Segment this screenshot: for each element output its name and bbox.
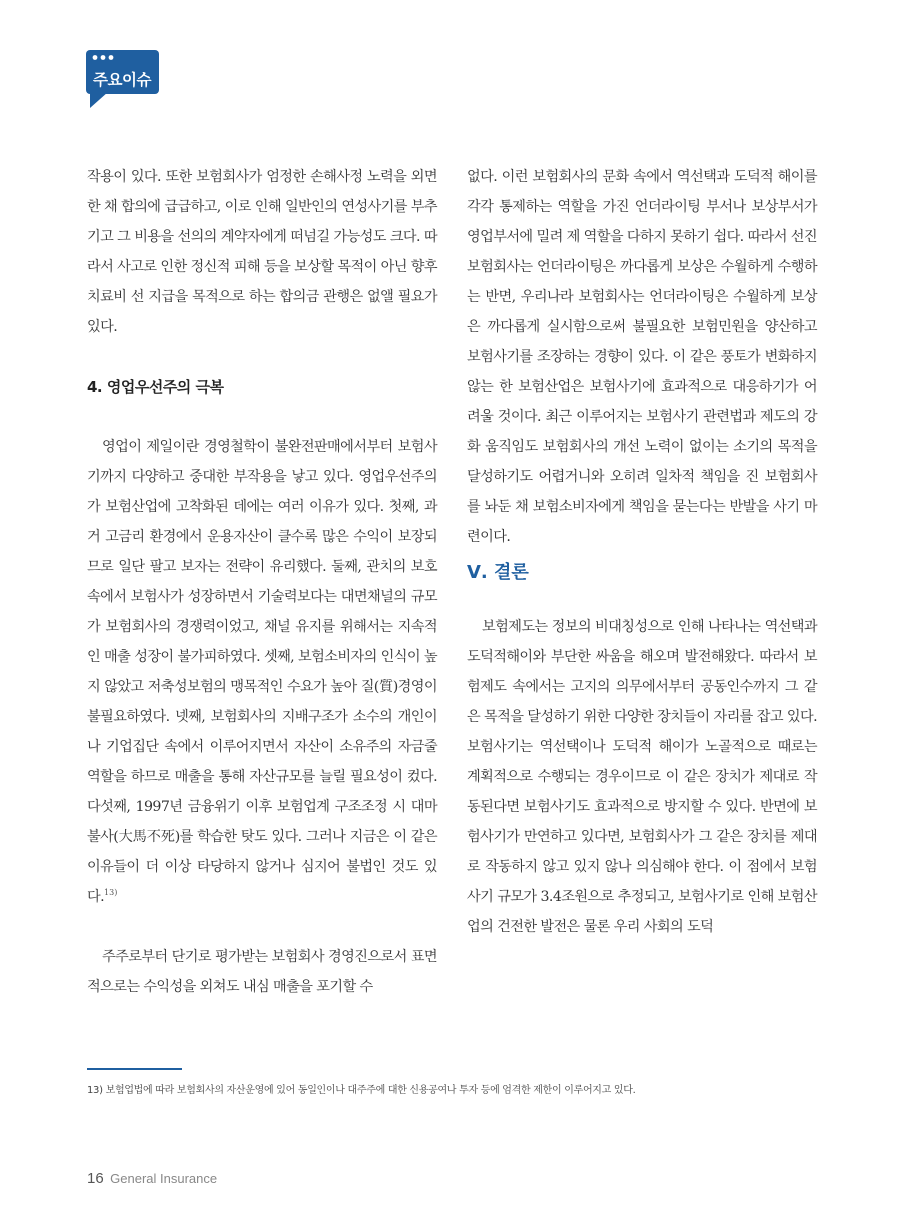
section-badge-label: 주요이슈	[93, 71, 151, 89]
footnote-text: 13) 보험업법에 따라 보험회사의 자산운영에 있어 동일인이나 대주주에 대한 신용공여나 투자 등에 엄격한 제한이 이루어지고 있다.	[87, 1085, 636, 1096]
left-paragraph-1: 작용이 있다. 또한 보험회사가 엄정한 손해사정 노력을 외면한 채 합의에 급급하고, 이로 인해 일반인의 연성사기를 부추기고 그 비용을 선의의 계약자에게 떠넘길 가능성도 크다. 따라서 사고로 인한 정신적 피해 등을 보상할 목적이 아닌 향후 치료비 선 지급을 목적으로 하는 합의금 관행은 없앨 필요가 있다.	[87, 169, 437, 335]
left-paragraph-3: 주주로부터 단기로 평가받는 보험회사 경영진으로서 표면적으로는 수익성을 외쳐도 내심 매출을 포기할 수	[87, 949, 437, 995]
footnote-ref: 13)	[104, 888, 118, 897]
conclusion-heading: Ⅴ. 결론	[467, 562, 529, 583]
left-paragraph-2-text: 영업이 제일이란 경영철학이 불완전판매에서부터 보험사기까지 다양하고 중대한 부작용을 낳고 있다. 영업우선주의가 보험산업에 고착화된 데에는 여러 이유가 있다. 첫째, 과거 고금리 환경에서 운용자산이 클수록 많은 수익이 보장되므로 일단 팔고 보자는 전략이 유리했다. 둘째, 관치의 보호 속에서 보험사가 성장하면서 기술력보다는 대면채널의 규모가 보험회사의 경쟁력이었고, 채널 유지를 위해서는 지속적인 매출 성장이 불가피하였다. 셋째, 보험소비자의 인식이 높지 않았고 저축성보험의 맹목적인 수요가 높아 질(質)경영이 불필요하였다. 넷째, 보험회사의 지배구조가 소수의 개인이나 기업집단 속에서 이루어지면서 자산이 소유주의 자금줄 역할을 하므로 매출을 통해 자산규모를 늘릴 필요성이 컸다. 다섯째, 1997년 금융위기 이후 보험업계 구조조정 시 대마불사(大馬不死)를 학습한 탓도 있다. 그러나 지금은 이 같은 이유들이 더 이상 타당하지 않거나 심지어 불법인 것도 있다.	[87, 439, 437, 905]
footnote-divider	[87, 1068, 182, 1070]
page-footer	[87, 1170, 217, 1188]
left-column	[87, 162, 437, 1002]
publication-name: General Insurance	[110, 1171, 218, 1186]
right-column	[467, 162, 817, 942]
right-paragraph-2: 보험제도는 정보의 비대칭성으로 인해 나타나는 역선택과 도덕적해이와 부단한 싸움을 해오며 발전해왔다. 따라서 보험제도 속에서는 고지의 의무에서부터 공동인수까지 그 같은 목적을 달성하기 위한 다양한 장치들이 자리를 잡고 있다. 보험사기는 역선택이나 도덕적 해이가 노골적으로 때로는 계획적으로 수행되는 경우이므로 이 같은 장치가 제대로 작동된다면 보험사기도 효과적으로 방지할 수 있다. 반면에 보험사기가 만연하고 있다면, 보험회사가 그 같은 장치를 제대로 작동하지 않고 있지 않나 의심해야 한다. 이 점에서 보험사기 규모가 3.4조원으로 추정되고, 보험사기로 인해 보험산업의 건전한 발전은 물론 우리 사회의 도덕	[467, 619, 817, 935]
section-heading-4: 4. 영업우선주의 극복	[87, 378, 224, 396]
left-paragraph-2	[87, 432, 437, 912]
right-paragraph-1: 없다. 이런 보험회사의 문화 속에서 역선택과 도덕적 해이를 각각 통제하는 역할을 가진 언더라이팅 부서나 보상부서가 영업부서에 밀려 제 역할을 다하지 못하기 쉽다. 따라서 선진 보험회사는 언더라이팅은 까다롭게 보상은 수월하게 수행하는 반면, 우리나라 보험회사는 언더라이팅은 수월하게 보상은 까다롭게 실시함으로써 불필요한 보험민원을 양산하고 보험사기를 조장하는 경향이 있다. 이 같은 풍토가 변화하지 않는 한 보험산업은 보험사기에 효과적으로 대응하기가 어려울 것이다. 최근 이루어지는 보험사기 관련법과 제도의 강화 움직임도 보험회사의 개선 노력이 없이는 소기의 목적을 달성하기도 어렵거니와 오히려 일차적 책임을 진 보험회사를 놔둔 채 보험소비자에게 책임을 묻는다는 반발을 사기 마련이다.	[467, 169, 817, 545]
page-number: 16	[87, 1170, 104, 1187]
section-badge	[86, 50, 166, 110]
